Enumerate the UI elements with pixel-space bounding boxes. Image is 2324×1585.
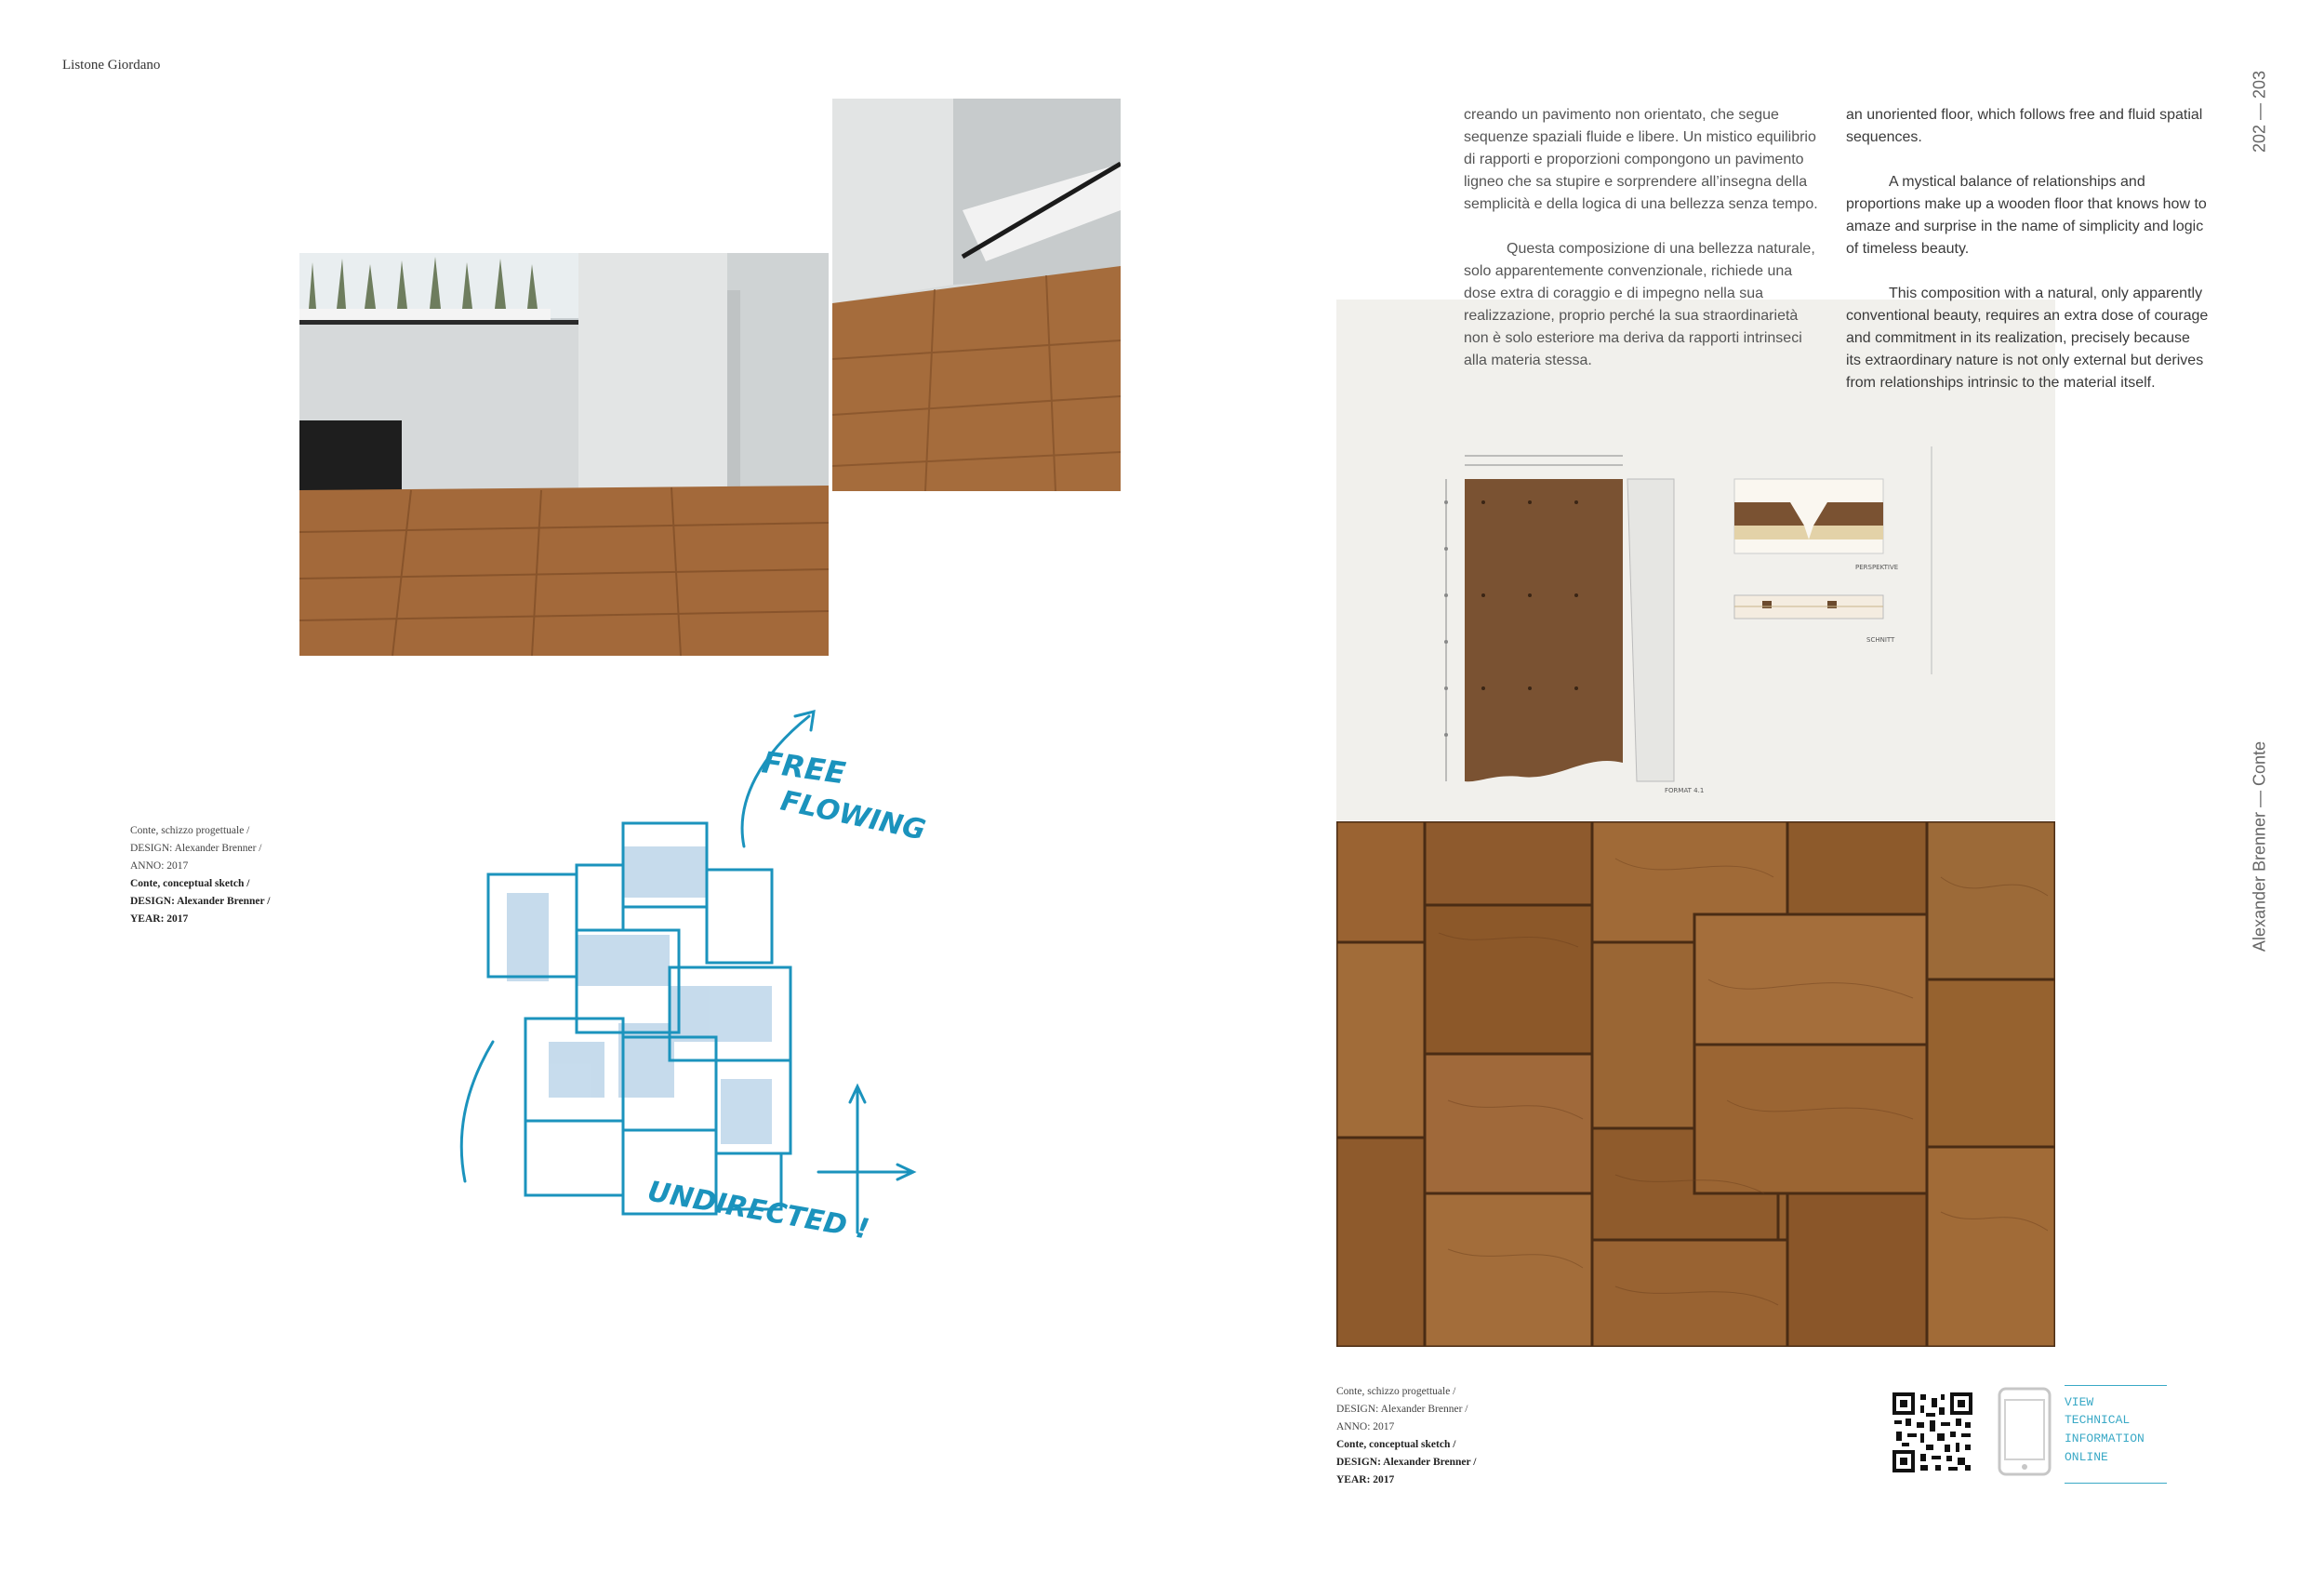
svg-text:PERSPEKTIVE: PERSPEKTIVE bbox=[1855, 564, 1899, 571]
conceptual-sketch bbox=[437, 698, 939, 1246]
italian-text: creando un pavimento non orientato, che segue sequenze spaziali fluide e libere. Un mistico equilibrio di rapporti e proporzioni compongono un pavimento ligneo che sa stupire e sorprendere all’insegna della semplicità e della logica di una bellezza senza tempo. Questa composizione di una bellezza naturale, solo apparentemente convenzionale, richiede una dose extra di coraggio e di impegno nella sua realizzazione, proprio perché la sua straordinarietà non è solo esteriore ma deriva da rapporti intrinseci alla materia stessa. bbox=[1464, 107, 1818, 368]
brand-name: Listone Giordano bbox=[62, 58, 161, 73]
interior-photo-staircase bbox=[299, 253, 829, 656]
svg-text:FORMAT 4.1: FORMAT 4.1 bbox=[1665, 787, 1705, 794]
svg-text:SCHNITT: SCHNITT bbox=[1866, 636, 1895, 644]
svg-text:UNDIRECTED !: UNDIRECTED ! bbox=[644, 1175, 872, 1246]
side-label: Alexander Brenner — Conte bbox=[2250, 740, 2269, 952]
view-technical-info-text: TECHNICAL INFORMATION ONLINE bbox=[2065, 1413, 2145, 1464]
svg-text:FLOWING: FLOWING bbox=[777, 784, 929, 847]
page-numbers: 202 — 203 bbox=[2250, 70, 2269, 153]
qr-code-icon[interactable] bbox=[1892, 1392, 1972, 1472]
interior-photo-detail bbox=[832, 99, 1121, 491]
english-text: an unoriented floor, which follows free and fluid spatial sequences. A mystical balance of relationships and proportions make up a wooden floor that knows how to amaze and surprise in the name of simplicity and logic of timeless beauty. This composition with a natural, only apparently conventional beauty, requires an extra dose of courage and commitment in its realization, precisely because its extraordinary nature is not only external but derives from relationships intrinsic to the material itself. bbox=[1846, 107, 2209, 391]
svg-text:FREE: FREE bbox=[759, 744, 848, 792]
link-text-line: VIEW bbox=[2065, 1395, 2094, 1409]
caption-sketch: Conte, schizzo progettuale / DESIGN: Alexander Brenner / ANNO: 2017 Conte, conceptual sketch / DESIGN: Alexander Brenner / YEAR: 2017 bbox=[130, 825, 271, 925]
caption-floor: Conte, schizzo progettuale / DESIGN: Alexander Brenner / ANNO: 2017 Conte, conceptual sketch / DESIGN: Alexander Brenner / YEAR: 2017 bbox=[1336, 1386, 1477, 1485]
wood-floor-photo bbox=[1336, 821, 2055, 1347]
smartphone-icon bbox=[1998, 1387, 2052, 1476]
technical-drawing bbox=[1437, 446, 1958, 800]
